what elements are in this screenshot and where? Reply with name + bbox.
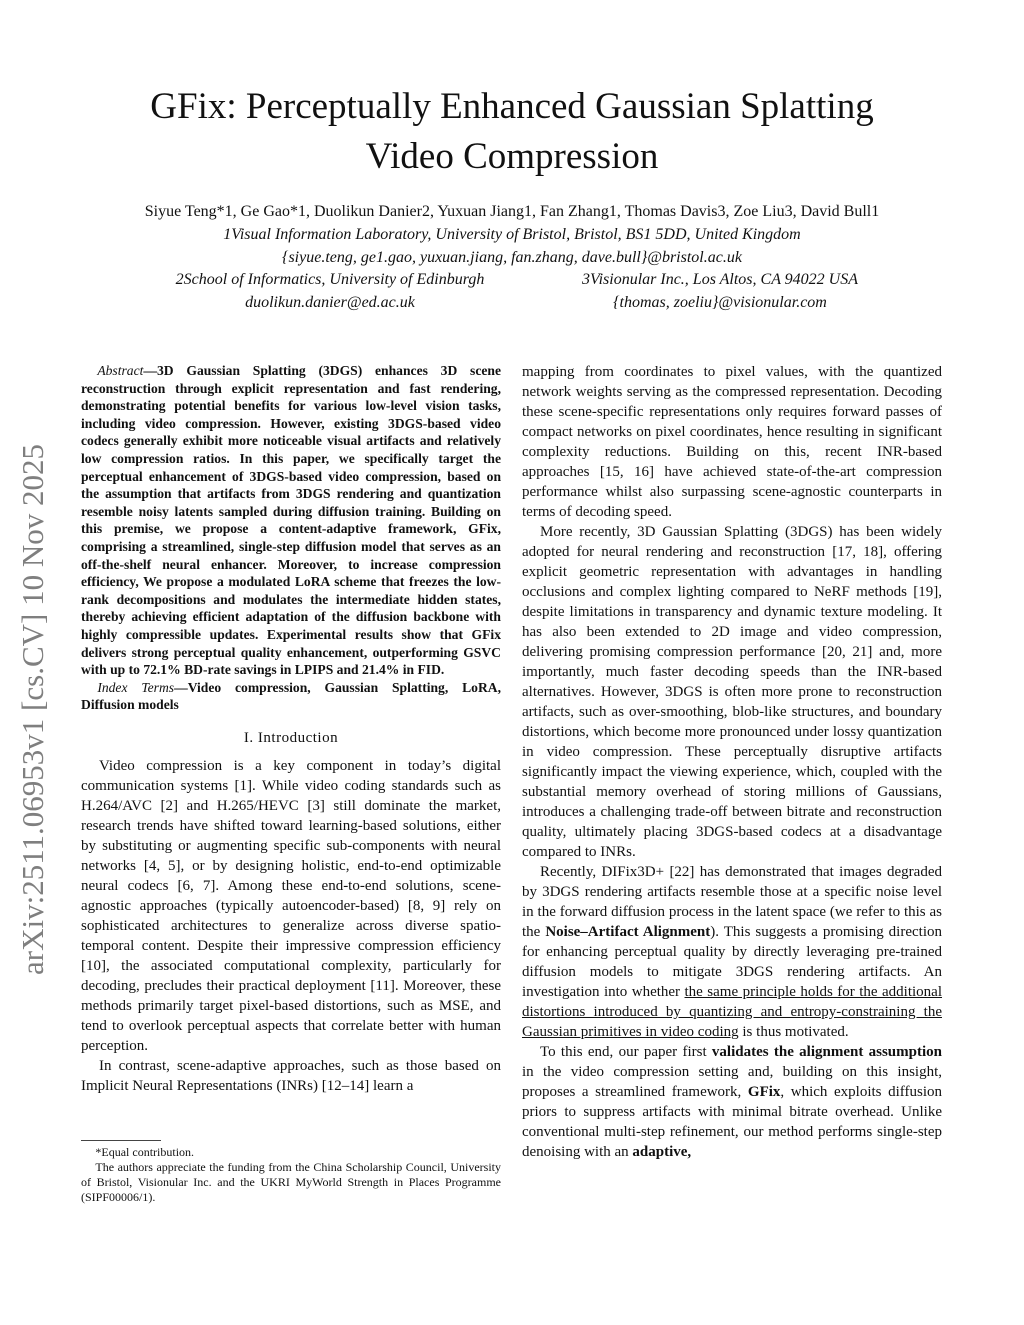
index-terms — [81, 679, 501, 714]
p4-part-a: To this end, our paper first — [540, 1044, 712, 1060]
right-paragraph-3 — [522, 862, 942, 1042]
section-heading-introduction: I. Introduction — [243, 729, 339, 746]
right-paragraph-4 — [522, 1042, 942, 1162]
right-paragraph-2: More recently, 3D Gaussian Splatting (3DGS) has been widely adopted for neural rendering and reconstruction [17, 18], offering explicit geometric representation with advantages in handling occlusions and complex lighting compared to NeRF methods [19], despite limitations in transparency and dynamic texture modeling. It has also been extended to 2D image and video compression, delivering promising compression performance [20, 21] and, more importantly, much faster decoding speeds than the INR-based alternatives. However, 3DGS is often more prone to reconstruction artifacts, such as over-smoothing, blob-like structures, and boundary distortions, which become more pronounced under lossy quantization in video compression. These perceptually disruptive artifacts significantly impact the viewing experience, which, coupled with the substantial memory overhead of storing millions of Gaussians, introduces a challenging trade-off between bitrate and reconstruction quality, ultimately placing 3DGS-based codecs at a disadvantage compared to INRs. — [522, 524, 942, 860]
gfix-term: GFix — [747, 1084, 781, 1100]
underlined-hypothesis: the same principle holds for the additional distortions introduced by quantizing and entropy-constraining the Gaussian primitives in video coding — [522, 984, 943, 1040]
left-column — [81, 362, 501, 1096]
intro-paragraph-2: In contrast, scene-adaptive approaches, such as those based on Implicit Neural Representations (INRs) [12–14] learn a — [81, 1057, 501, 1094]
abstract-label: Abstract — [97, 363, 144, 378]
title-line-2: Video Compression — [365, 136, 659, 177]
footnote-funding: The authors appreciate the funding from the China Scholarship Council, University of Bristol, Visionular Inc. and the UKRI MyWorld Strength in Places Programme (SIPF00006/1). — [81, 1160, 501, 1204]
p4-part-b: in the video compression setting and, building on this insight, proposes a streamlined framework, — [522, 1064, 942, 1100]
email-2: duolikun.danier@ed.ac.uk — [245, 294, 415, 311]
title-line-1: GFix: Perceptually Enhanced Gaussian Splatting — [150, 86, 874, 127]
right-column — [522, 362, 942, 1162]
p3-part-c: is thus motivated. — [738, 1024, 849, 1040]
affiliation-3-block — [540, 268, 900, 314]
author-list: Siyue Teng*1, Ge Gao*1, Duolikun Danier2, Yuxuan Jiang1, Fan Zhang1, Thomas Davis3, Zoe Liu3, David Bull1 — [144, 203, 880, 220]
affiliation-2: 2School of Informatics, University of Edinburgh — [175, 271, 485, 288]
index-terms-text: —Video compression, Gaussian Splatting, LoRA, Diffusion models — [81, 679, 501, 713]
index-terms-label: Index Terms — [97, 679, 175, 695]
p3-part-b: ). This suggests a promising direction for enhancing perceptual quality by directly leveraging pre-trained diffusion models to mitigate 3DGS rendering artifacts. An investigation into whether — [522, 924, 942, 1000]
email-3: {thomas, zoeliu}@visionular.com — [613, 294, 827, 311]
footnotes — [81, 1140, 501, 1205]
footnote-rule — [81, 1140, 161, 1141]
author-block — [40, 200, 984, 269]
affiliation-2-block — [130, 268, 530, 314]
p3-part-a: Recently, DIFix3D+ [22] has demonstrated that images degraded by 3DGS rendering artifacts resemble those at a specific noise level in the forward diffusion process in the latent space (we refer to this as the — [522, 864, 942, 940]
arxiv-identifier: arXiv:2511.06953v1 [cs.CV] 10 Nov 2025 — [15, 444, 50, 975]
validates-alignment-term: validates the alignment assumption — [711, 1044, 942, 1060]
paper-title — [80, 82, 944, 182]
right-paragraph-1: mapping from coordinates to pixel values, with the quantized network weights serving as the compressed representation. Decoding these scene-specific representations only requires forward passes of compact networks on pixel coordinates, hence resulting in significant complexity reductions. Building on this, recent INR-based approaches [15, 16] have achieved state-of-the-art compression performance whilst also surpassing scene-agnostic counterparts in terms of decoding speed. — [522, 364, 942, 520]
adaptive-term: adaptive, — [632, 1144, 692, 1160]
p4-part-c: , which exploits diffusion priors to suppress artifacts with minimal bitrate overhead. Unlike conventional multi-step refinement, our method performs single-step denoising with an — [522, 1084, 942, 1160]
footnote-equal-contribution: *Equal contribution. — [95, 1145, 195, 1159]
intro-paragraph-1: Video compression is a key component in today’s digital communication systems [1]. While video coding standards such as H.264/AVC [2] and H.265/HEVC [3] still dominate the market, research trends have shifted toward learning-based solutions, either by substituting or augmenting specific sub-components with neural networks [4, 5], or by designing holistic, end-to-end optimizable neural codecs [6, 7]. Among these end-to-end solutions, scene-agnostic approaches (typically autoencoder-based) [8, 9] rely on sophisticated architectures to generalize across diverse spatio-temporal content. Despite their impressive compression efficiency [10], the associated computational complexity, particularly for decoding, precludes their practical deployment [11]. Moreover, these methods primarily target pixel-based distortions, such as MSE, and tend to overlook perceptual aspects that correlate better with human perception. — [81, 757, 501, 1054]
affiliation-1: 1Visual Information Laboratory, University of Bristol, Bristol, BS1 5DD, United Kingdom — [223, 226, 801, 243]
email-1: {siyue.teng, ge1.gao, yuxuan.jiang, fan.zhang, dave.bull}@bristol.ac.uk — [282, 249, 742, 266]
abstract-text: —3D Gaussian Splatting (3DGS) enhances 3D scene reconstruction through explicit representation and fast rendering, demonstrating potential benefits for various low-level vision tasks, including video compression. However, existing 3DGS-based video codecs generally exhibit more noticeable visual artifacts and relatively low compression ratios. In this paper, we specifically target the perceptual enhancement of 3DGS-based video compression, based on the assumption that artifacts from 3DGS rendering and quantization resemble noisy latents sampled during diffusion training. Building on this premise, we propose a content-adaptive framework, GFix, comprising a streamlined, single-step diffusion model that serves as an off-the-shelf neural enhancer. Moreover, to increase compression efficiency, We propose a modulated LoRA scheme that freezes the low-rank decompositions and modulates the intermediate hidden states, thereby achieving efficient adaptation of the diffusion backbone with highly compressible updates. Experimental results show that GFix delivers strong perceptual quality enhancement, outperforming GSVC with up to 72.1% BD-rate savings in LPIPS and 21.4% in FID. — [81, 363, 501, 678]
affiliation-3: 3Visionular Inc., Los Altos, CA 94022 USA — [581, 271, 858, 288]
noise-artifact-alignment-term: Noise–Artifact Alignment — [545, 924, 711, 940]
abstract — [81, 362, 501, 679]
